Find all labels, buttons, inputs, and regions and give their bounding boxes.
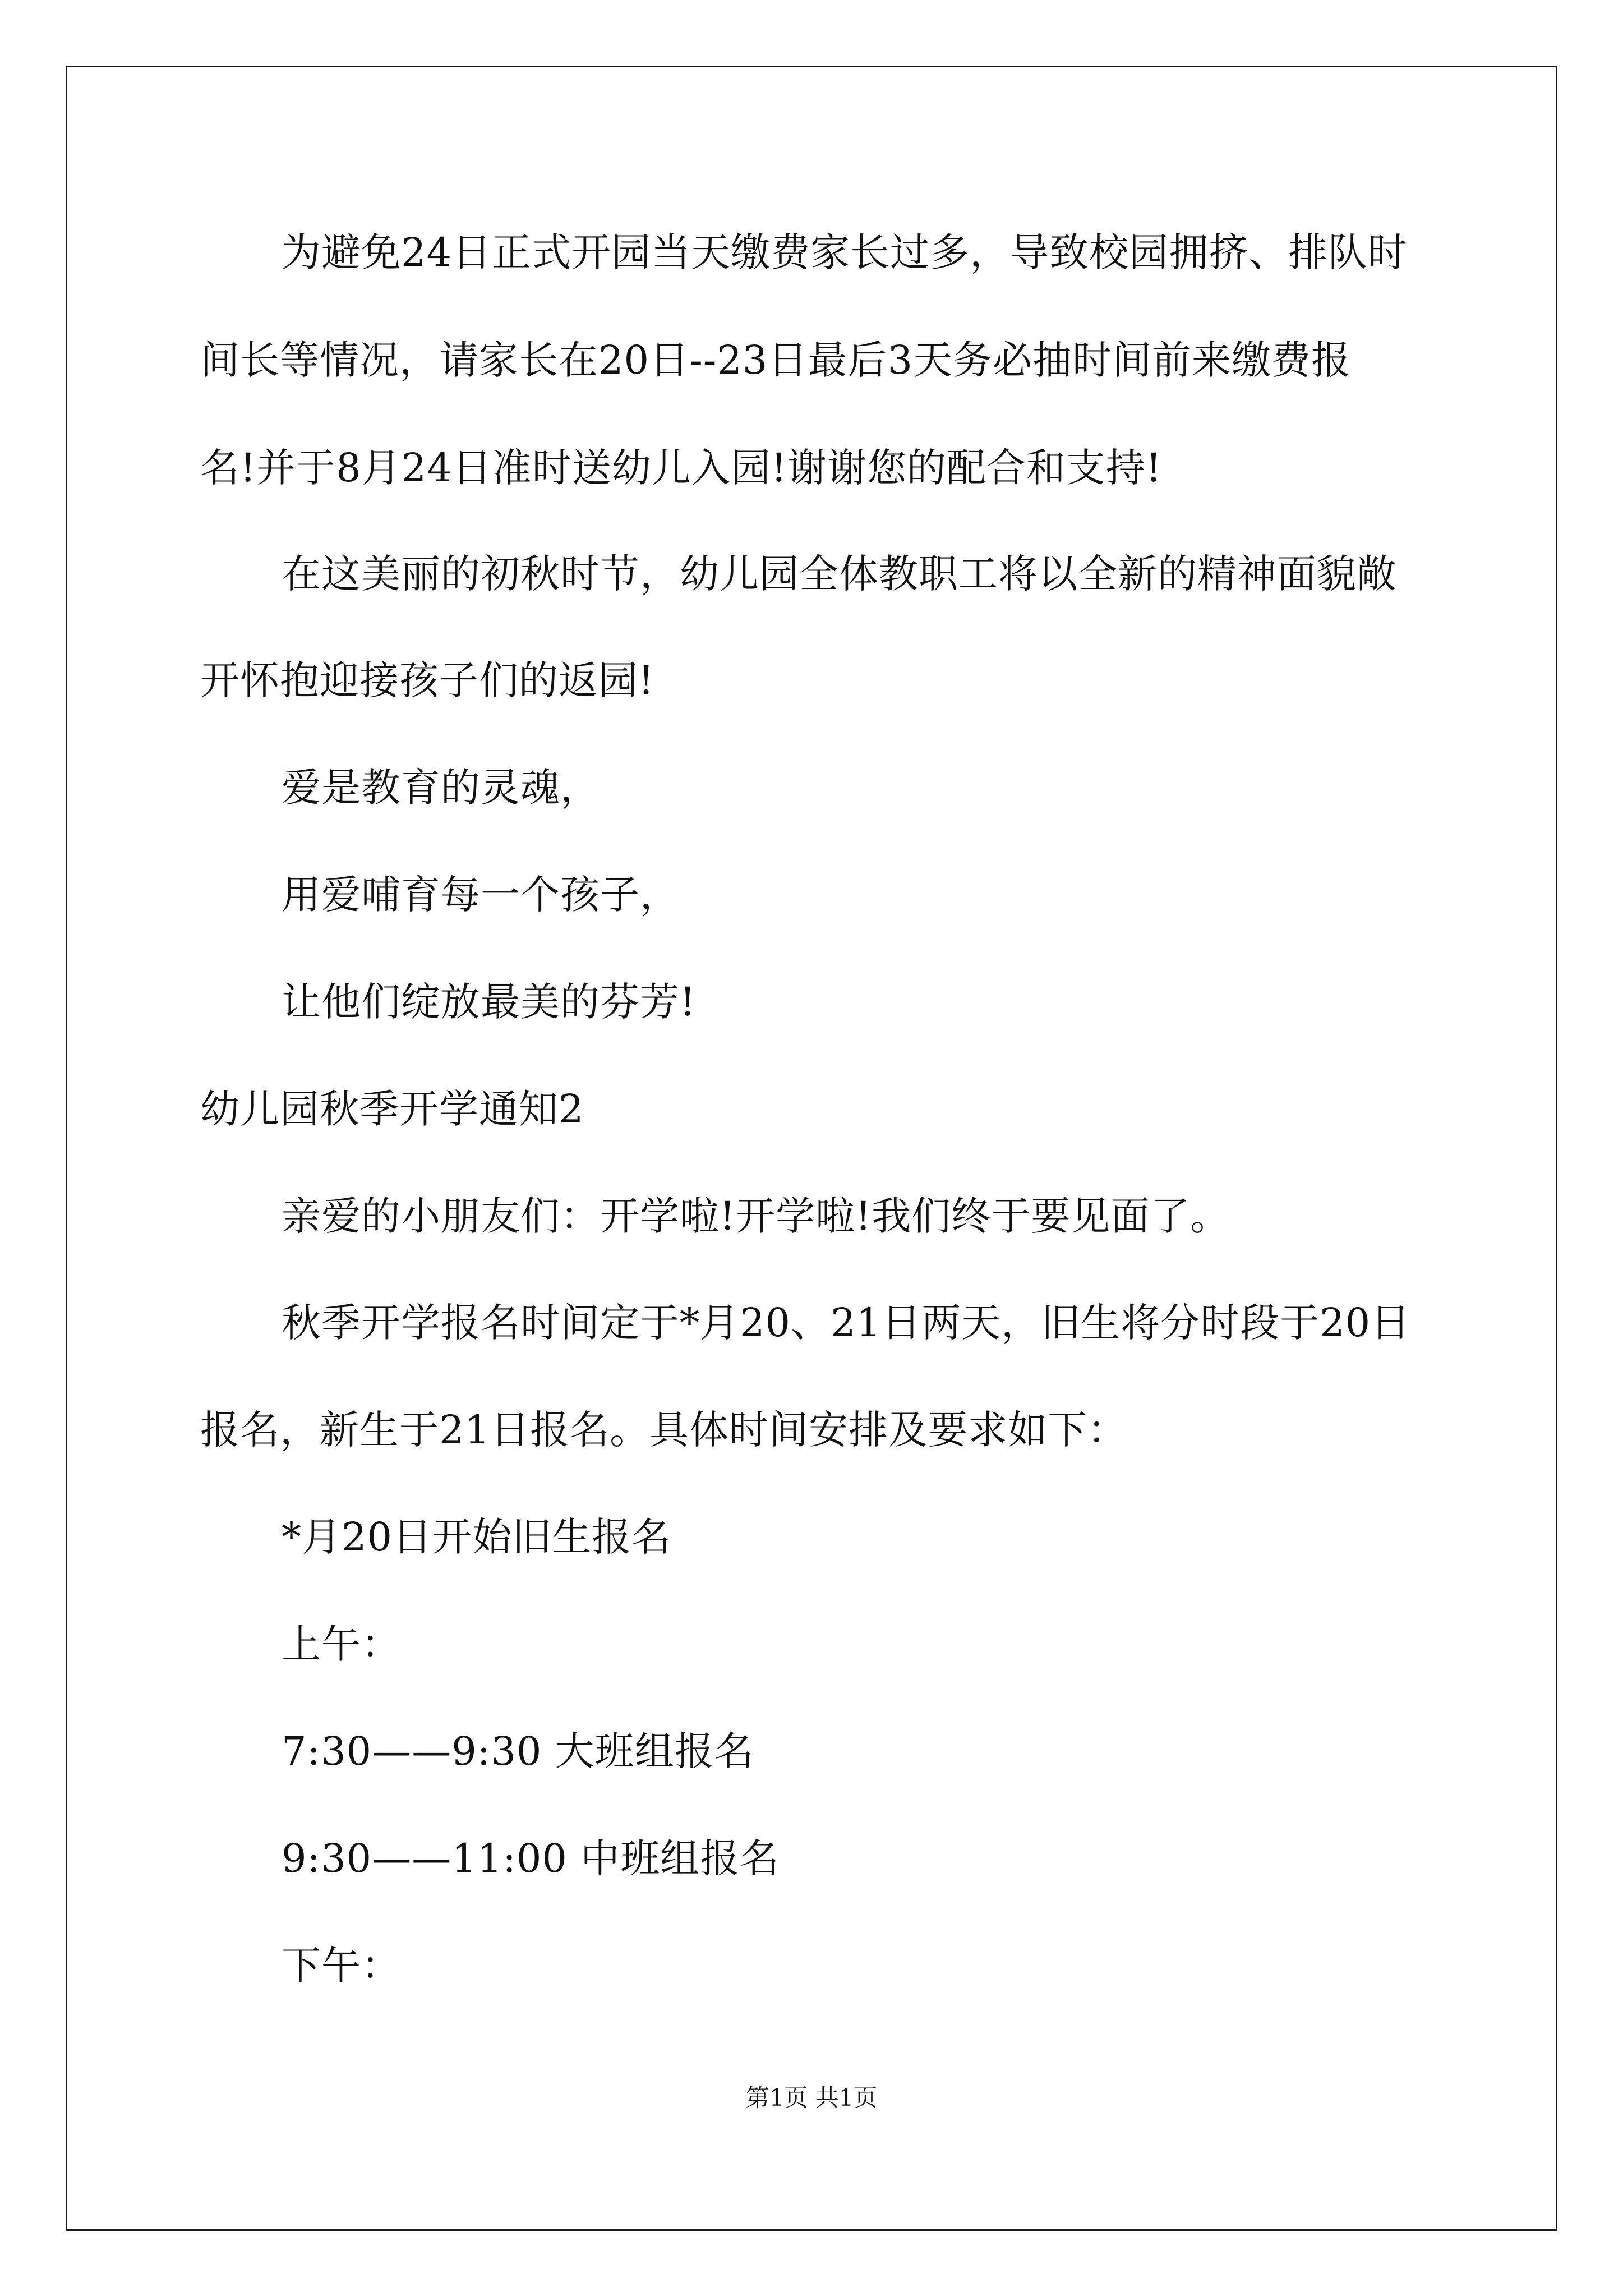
- paragraph-line: 上午：: [282, 1621, 401, 1667]
- paragraph-line: 间长等情况，请家长在20日--23日最后3天务必抽时间前来缴费报: [200, 337, 1351, 383]
- page-border: [66, 66, 1557, 2231]
- paragraph-line: 为避免24日正式开园当天缴费家长过多，导致校园拥挤、排队时: [282, 229, 1408, 275]
- paragraph-line: 让他们绽放最美的芬芳!: [282, 979, 697, 1025]
- paragraph-line: *月20日开始旧生报名: [282, 1514, 672, 1560]
- section-heading: 幼儿园秋季开学通知2: [200, 1086, 584, 1132]
- paragraph-line: 报名，新生于21日报名。具体时间安排及要求如下：: [200, 1407, 1128, 1453]
- paragraph-line: 在这美丽的初秋时节，幼儿园全体教职工将以全新的精神面貌敞: [282, 551, 1396, 597]
- page-footer: 第1页 共1页: [745, 2084, 878, 2111]
- paragraph-line: 名!并于8月24日准时送幼儿入园!谢谢您的配合和支持!: [200, 445, 1162, 491]
- paragraph-line: 爱是教育的灵魂，: [282, 765, 600, 811]
- schedule-item: 7:30——9:30 大班组报名: [282, 1728, 754, 1774]
- paragraph-line: 亲爱的小朋友们：开学啦!开学啦!我们终于要见面了。: [282, 1193, 1230, 1239]
- paragraph-line: 秋季开学报名时间定于*月20、21日两天，旧生将分时段于20日: [282, 1300, 1411, 1346]
- paragraph-line: 用爱哺育每一个孩子，: [282, 872, 680, 918]
- paragraph-line: 下午：: [282, 1943, 401, 1989]
- schedule-item: 9:30——11:00 中班组报名: [282, 1835, 780, 1881]
- paragraph-line: 开怀抱迎接孩子们的返园!: [200, 657, 655, 703]
